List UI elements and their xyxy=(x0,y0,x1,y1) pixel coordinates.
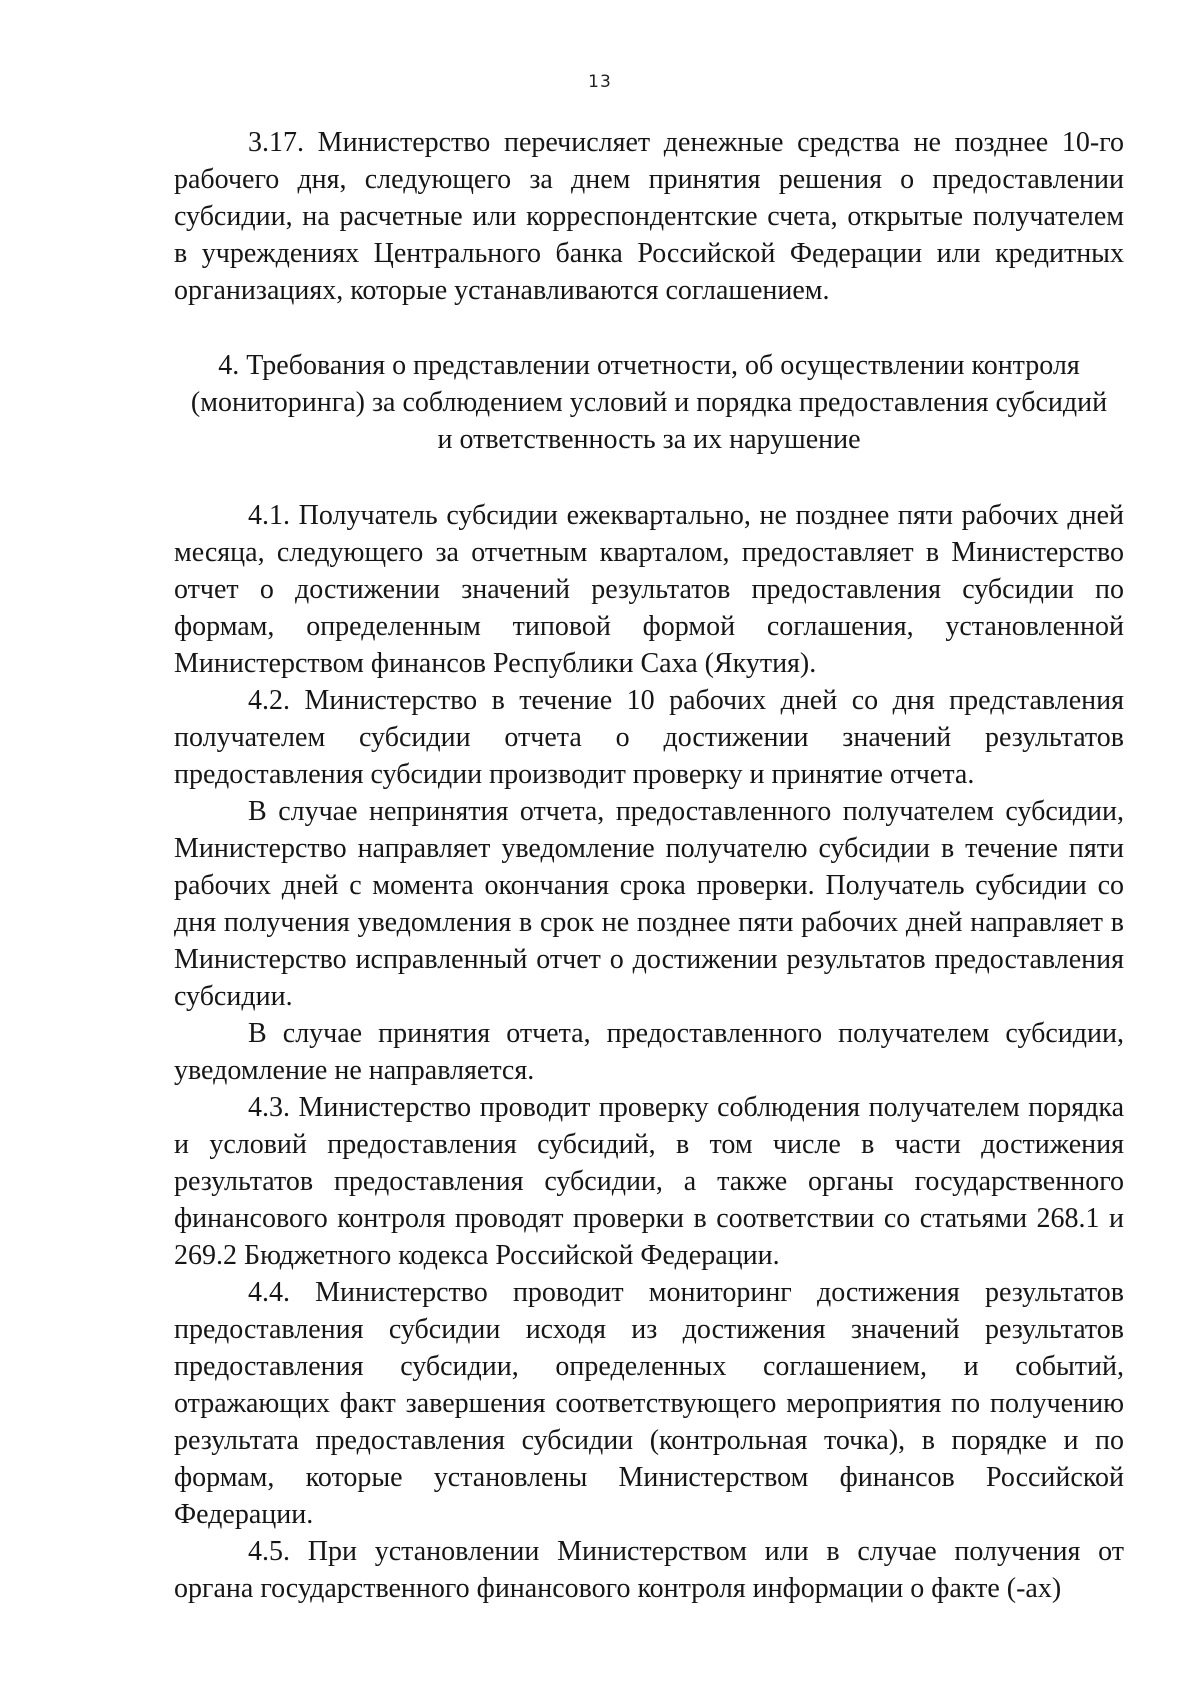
section-heading xyxy=(174,347,1124,458)
paragraph-4-2-acceptance: В случае принятия отчета, предоставленного получателем субсидии, уведомление не направляется. xyxy=(174,1018,1124,1086)
section-heading-line-3: и ответственность за их нарушение xyxy=(437,424,861,455)
paragraph-4-4: 4.4. Министерство проводит мониторинг достижения результатов предоставления субсидии исходя из достижения значений результатов предоставления субсидии, определенных соглашением, и событий, отражающих факт завершения соответствующего мероприятия по получению результата предоставления субсидии (контрольная точка), в порядке и по формам, которые установлены Министерством финансов Российской Федерации. xyxy=(174,1277,1124,1530)
paragraph-4-3: 4.3. Министерство проводит проверку соблюдения получателем порядка и условий предоставления субсидий, в том числе в части достижения результатов предоставления субсидии, а также органы государственного финансового контроля проводят проверки в соответствии со статьями 268.1 и 269.2 Бюджетного кодекса Российской Федерации. xyxy=(174,1092,1124,1271)
paragraph-4-2: 4.2. Министерство в течение 10 рабочих дней со дня представления получателем субсидии отчета о достижении значений результатов предоставления субсидии производит проверку и принятие отчета. xyxy=(174,685,1124,790)
section-heading-line-1: 4. Требования о представлении отчетности, об осуществлении контроля xyxy=(218,350,1080,381)
document-body xyxy=(174,124,1124,1607)
paragraph-4-5: 4.5. При установлении Министерством или в случае получения от органа государственного финансового контроля информации о факте (-ах) xyxy=(174,1536,1124,1604)
paragraph-4-1: 4.1. Получатель субсидии ежеквартально, не позднее пяти рабочих дней месяца, следующего за отчетным кварталом, предоставляет в Министерство отчет о достижении значений результатов предоставления субсидии по формам, определенным типовой формой соглашения, установленной Министерством финансов Республики Саха (Якутия). xyxy=(174,500,1124,679)
paragraph-4-2-rejection: В случае непринятия отчета, предоставленного получателем субсидии, Министерство направляет уведомление получателю субсидии в течение пяти рабочих дней с момента окончания срока проверки. Получатель субсидии со дня получения уведомления в срок не позднее пяти рабочих дней направляет в Министерство исправленный отчет о достижении результатов предоставления субсидии. xyxy=(174,796,1124,1012)
section-heading-line-2: (мониторинга) за соблюдением условий и порядка предоставления субсидий xyxy=(190,387,1108,418)
page-number: 13 xyxy=(588,72,612,92)
paragraph-3-17: 3.17. Министерство перечисляет денежные средства не позднее 10-го рабочего дня, следующего за днем принятия решения о предоставлении субсидии, на расчетные или корреспондентские счета, открытые получателем в учреждениях Центрального банка Российской Федерации или кредитных организациях, которые устанавливаются соглашением. xyxy=(174,127,1124,306)
